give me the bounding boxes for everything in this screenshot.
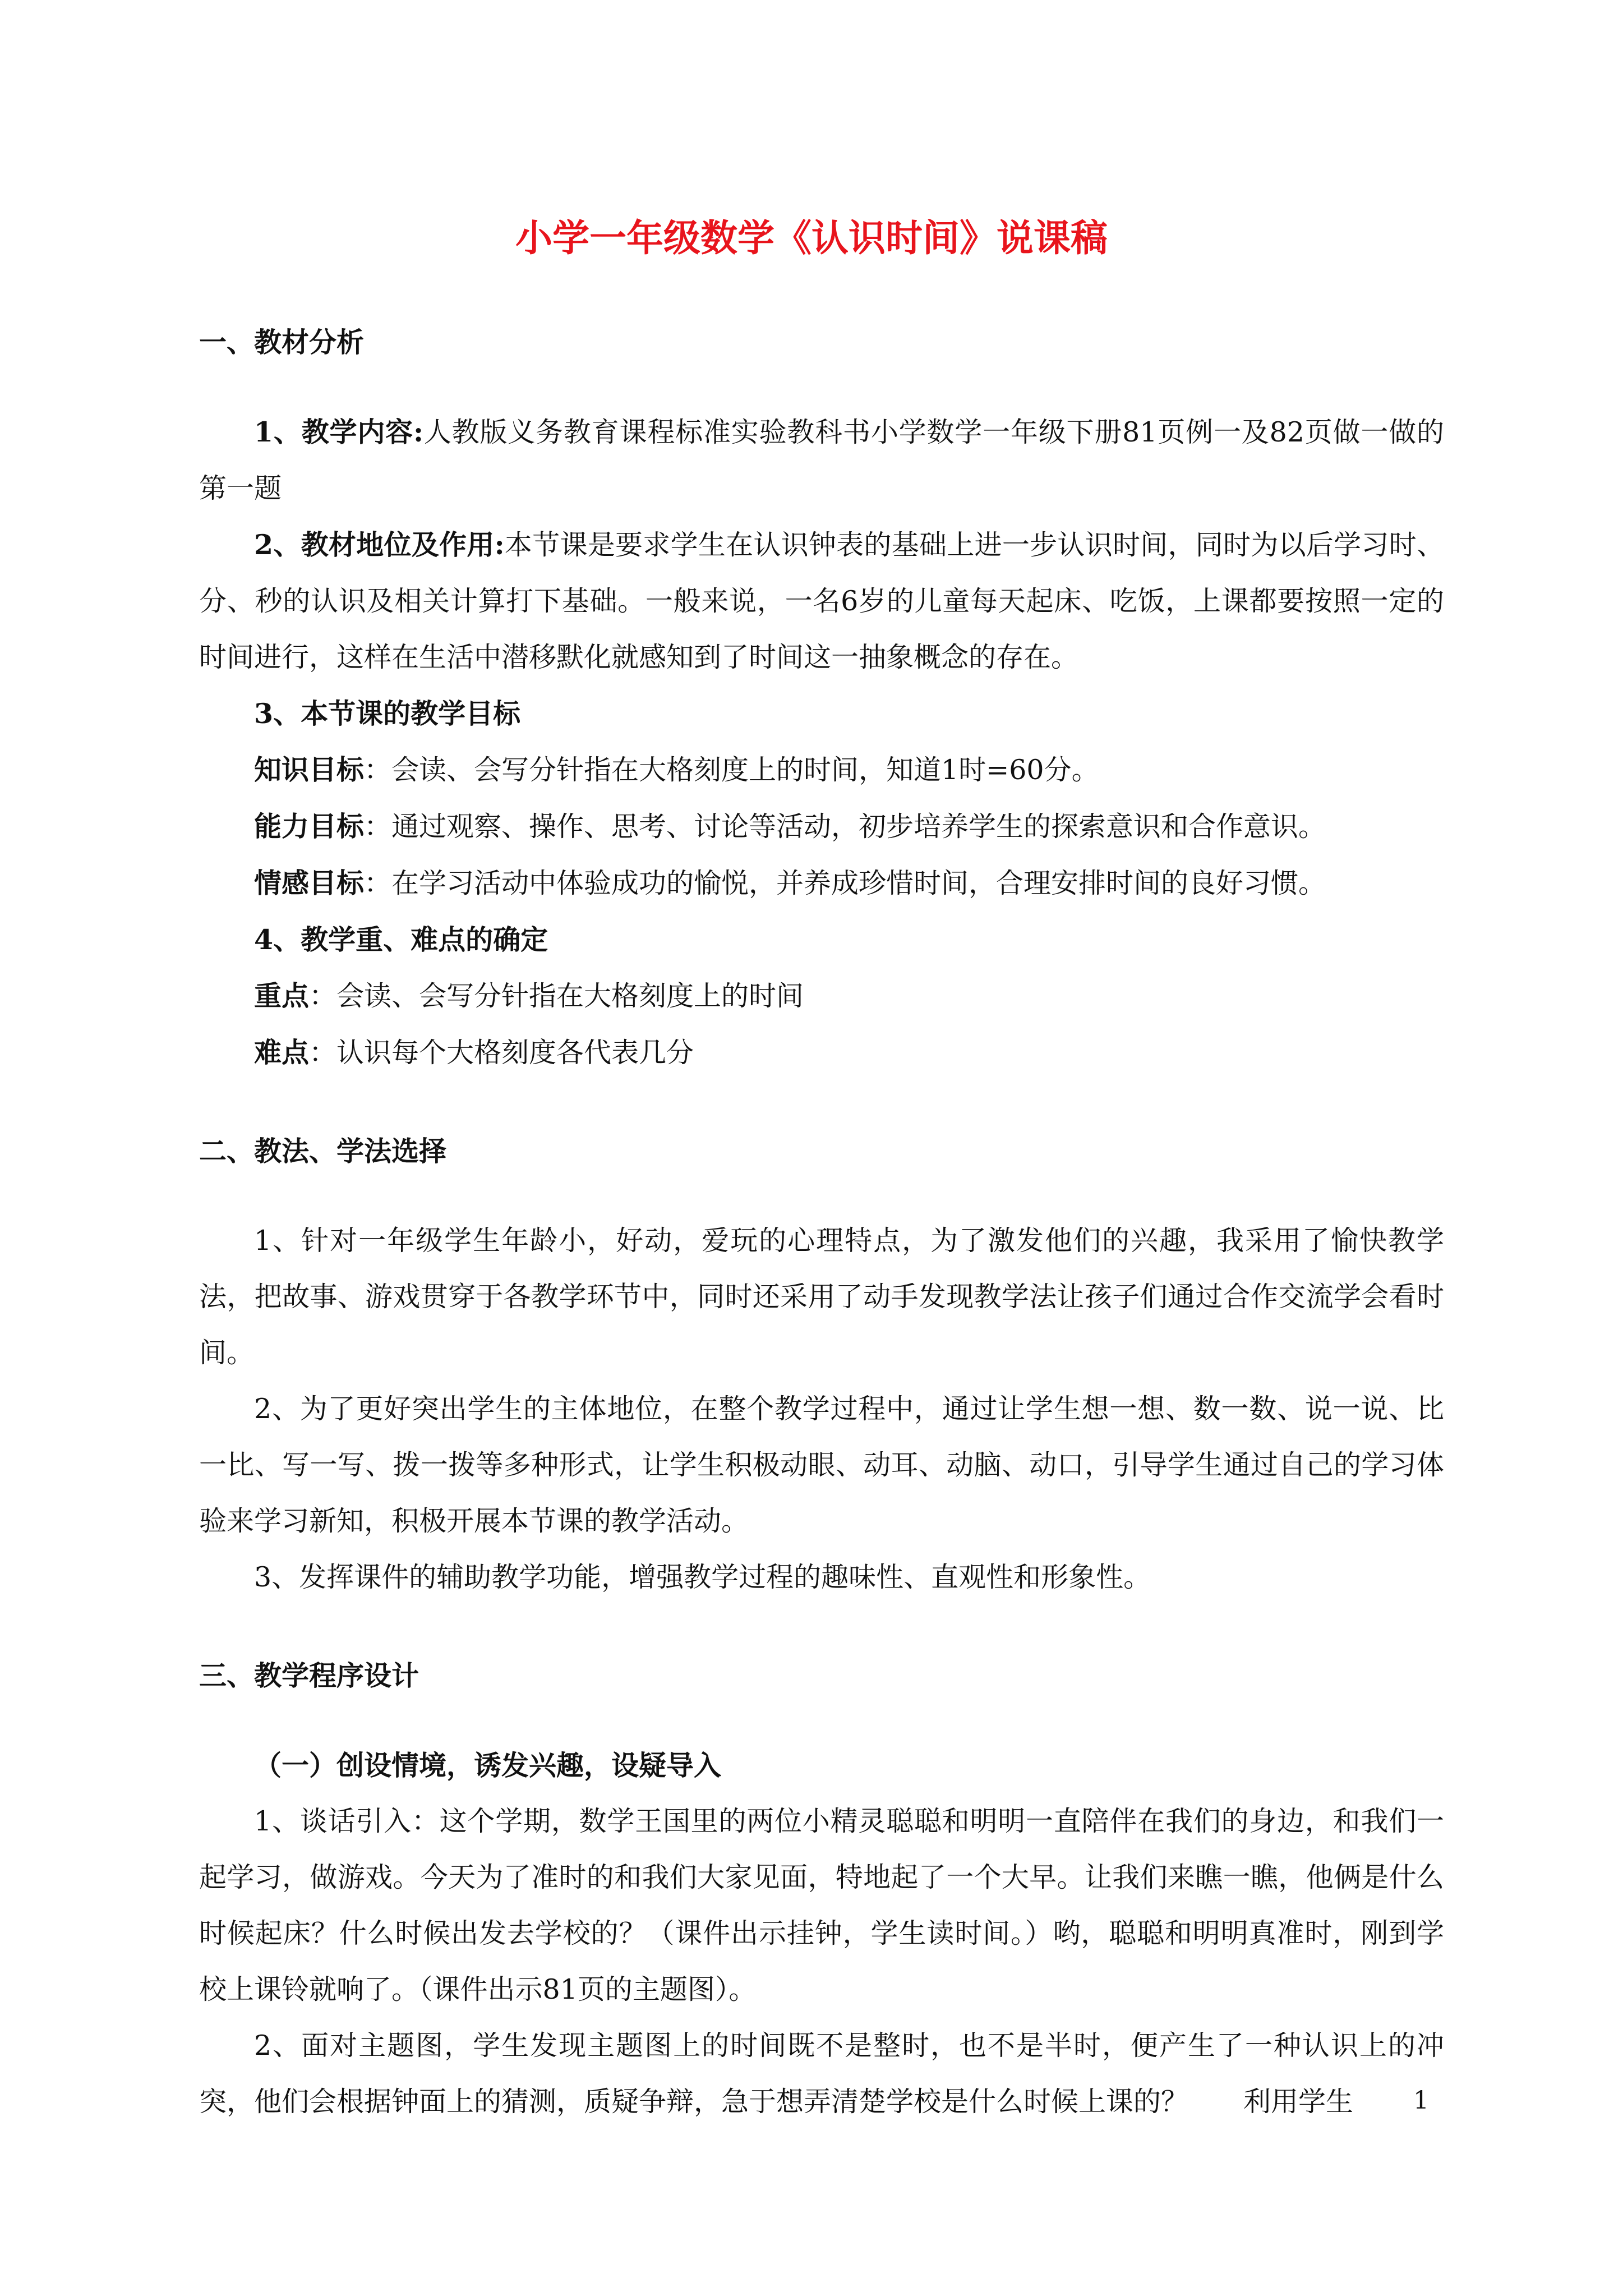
paragraph-method-1: 1、针对一年级学生年龄小，好动，爱玩的心理特点，为了激发他们的兴趣，我采用了愉快教学法，把故事、游戏贯穿于各教学环节中，同时还采用了动手发现教学法让孩子们通过合作交流学会看时间。 [199,1225,1444,1369]
label-material-role: 2、教材地位及作用: [254,528,505,561]
section-heading-2: 二、教法、学法选择 [199,1135,447,1167]
paragraph-key-difficult: 4、教学重、难点的确定 [254,923,548,956]
label-teaching-content: 1、教学内容: [254,416,424,448]
document-body [199,314,1444,2130]
paragraph-method-2: 2、为了更好突出学生的主体地位，在整个教学过程中，通过让学生想一想、数一数、说一说、比一比、写一写、拨一拨等多种形式，让学生积极动眼、动耳、动脑、动口，引导学生通过自己的学习体验来学习新知，积极开展本节课的教学活动。 [199,1393,1444,1537]
paragraph-knowledge-goal [199,742,1444,798]
page-number: 1 [1413,2086,1429,2115]
text-key-point: ：会读、会写分针指在大格刻度上的时间 [309,980,804,1012]
paragraph-ability-goal [199,798,1444,855]
text-material-role: 本节课是要求学生在认识钟表的基础上进一步认识时间，同时为以后学习时、分、秒的认识及相关计算打下基础。一般来说，一名6岁的儿童每天起床、吃饭，上课都要按照一定的时间进行，这样在生活中潜移默化就感知到了时间这一抽象概念的存在。 [199,529,1444,673]
paragraph-emotion-goal [199,855,1444,912]
label-ability-goal: 能力目标 [254,810,365,843]
label-emotion-goal: 情感目标 [254,867,365,899]
paragraph-method-3: 3、发挥课件的辅助教学功能，增强教学过程的趣味性、直观性和形象性。 [254,1561,1151,1593]
text-difficult-point: ：认识每个大格刻度各代表几分 [309,1037,694,1069]
subsection-heading-1: （一）创设情境，诱发兴趣，设疑导入 [254,1749,722,1782]
text-teaching-content: 人教版义务教育课程标准实验教科书小学数学一年级下册81页例一及82页做一做的第一题 [199,416,1445,504]
paragraph-teaching-content [199,404,1444,517]
paragraph-difficult-point [199,1024,1444,1081]
paragraph-intro-1: 1、谈话引入：这个学期，数学王国里的两位小精灵聪聪和明明一直陪伴在我们的身边，和我们一起学习，做游戏。今天为了准时的和我们大家见面，特地起了一个大早。让我们来瞧一瞧，他俩是什么时候起床？什么时候出发去学校的？（课件出示挂钟，学生读时间。）哟，聪聪和明明真准时，刚到学校上课铃就响了。（课件出示81页的主题图）。 [199,1805,1444,2005]
document-title: 小学一年级数学《认识时间》说课稿 [515,216,1108,260]
label-difficult-point: 难点 [254,1036,310,1069]
text-ability-goal: ：通过观察、操作、思考、讨论等活动，初步培养学生的探索意识和合作意识。 [364,811,1326,843]
label-knowledge-goal: 知识目标 [254,753,365,786]
text-emotion-goal: ：在学习活动中体验成功的愉悦，并养成珍惜时间，合理安排时间的良好习惯。 [364,867,1326,899]
label-key-point: 重点 [254,979,310,1012]
section-heading-3: 三、教学程序设计 [199,1659,419,1692]
paragraph-intro-2: 2、面对主题图，学生发现主题图上的时间既不是整时，也不是半时，便产生了一种认识上的冲突，他们会根据钟面上的猜测，质疑争辩，急于想弄清楚学校是什么时候上课的？ 利用学生 [199,2030,1444,2118]
paragraph-material-role [199,517,1444,685]
paragraph-key-point [199,968,1444,1024]
text-knowledge-goal: ：会读、会写分针指在大格刻度上的时间，知道1时=60分。 [364,754,1099,786]
section-heading-1: 一、教材分析 [199,326,365,358]
paragraph-teaching-goals: 3、本节课的教学目标 [254,697,521,730]
